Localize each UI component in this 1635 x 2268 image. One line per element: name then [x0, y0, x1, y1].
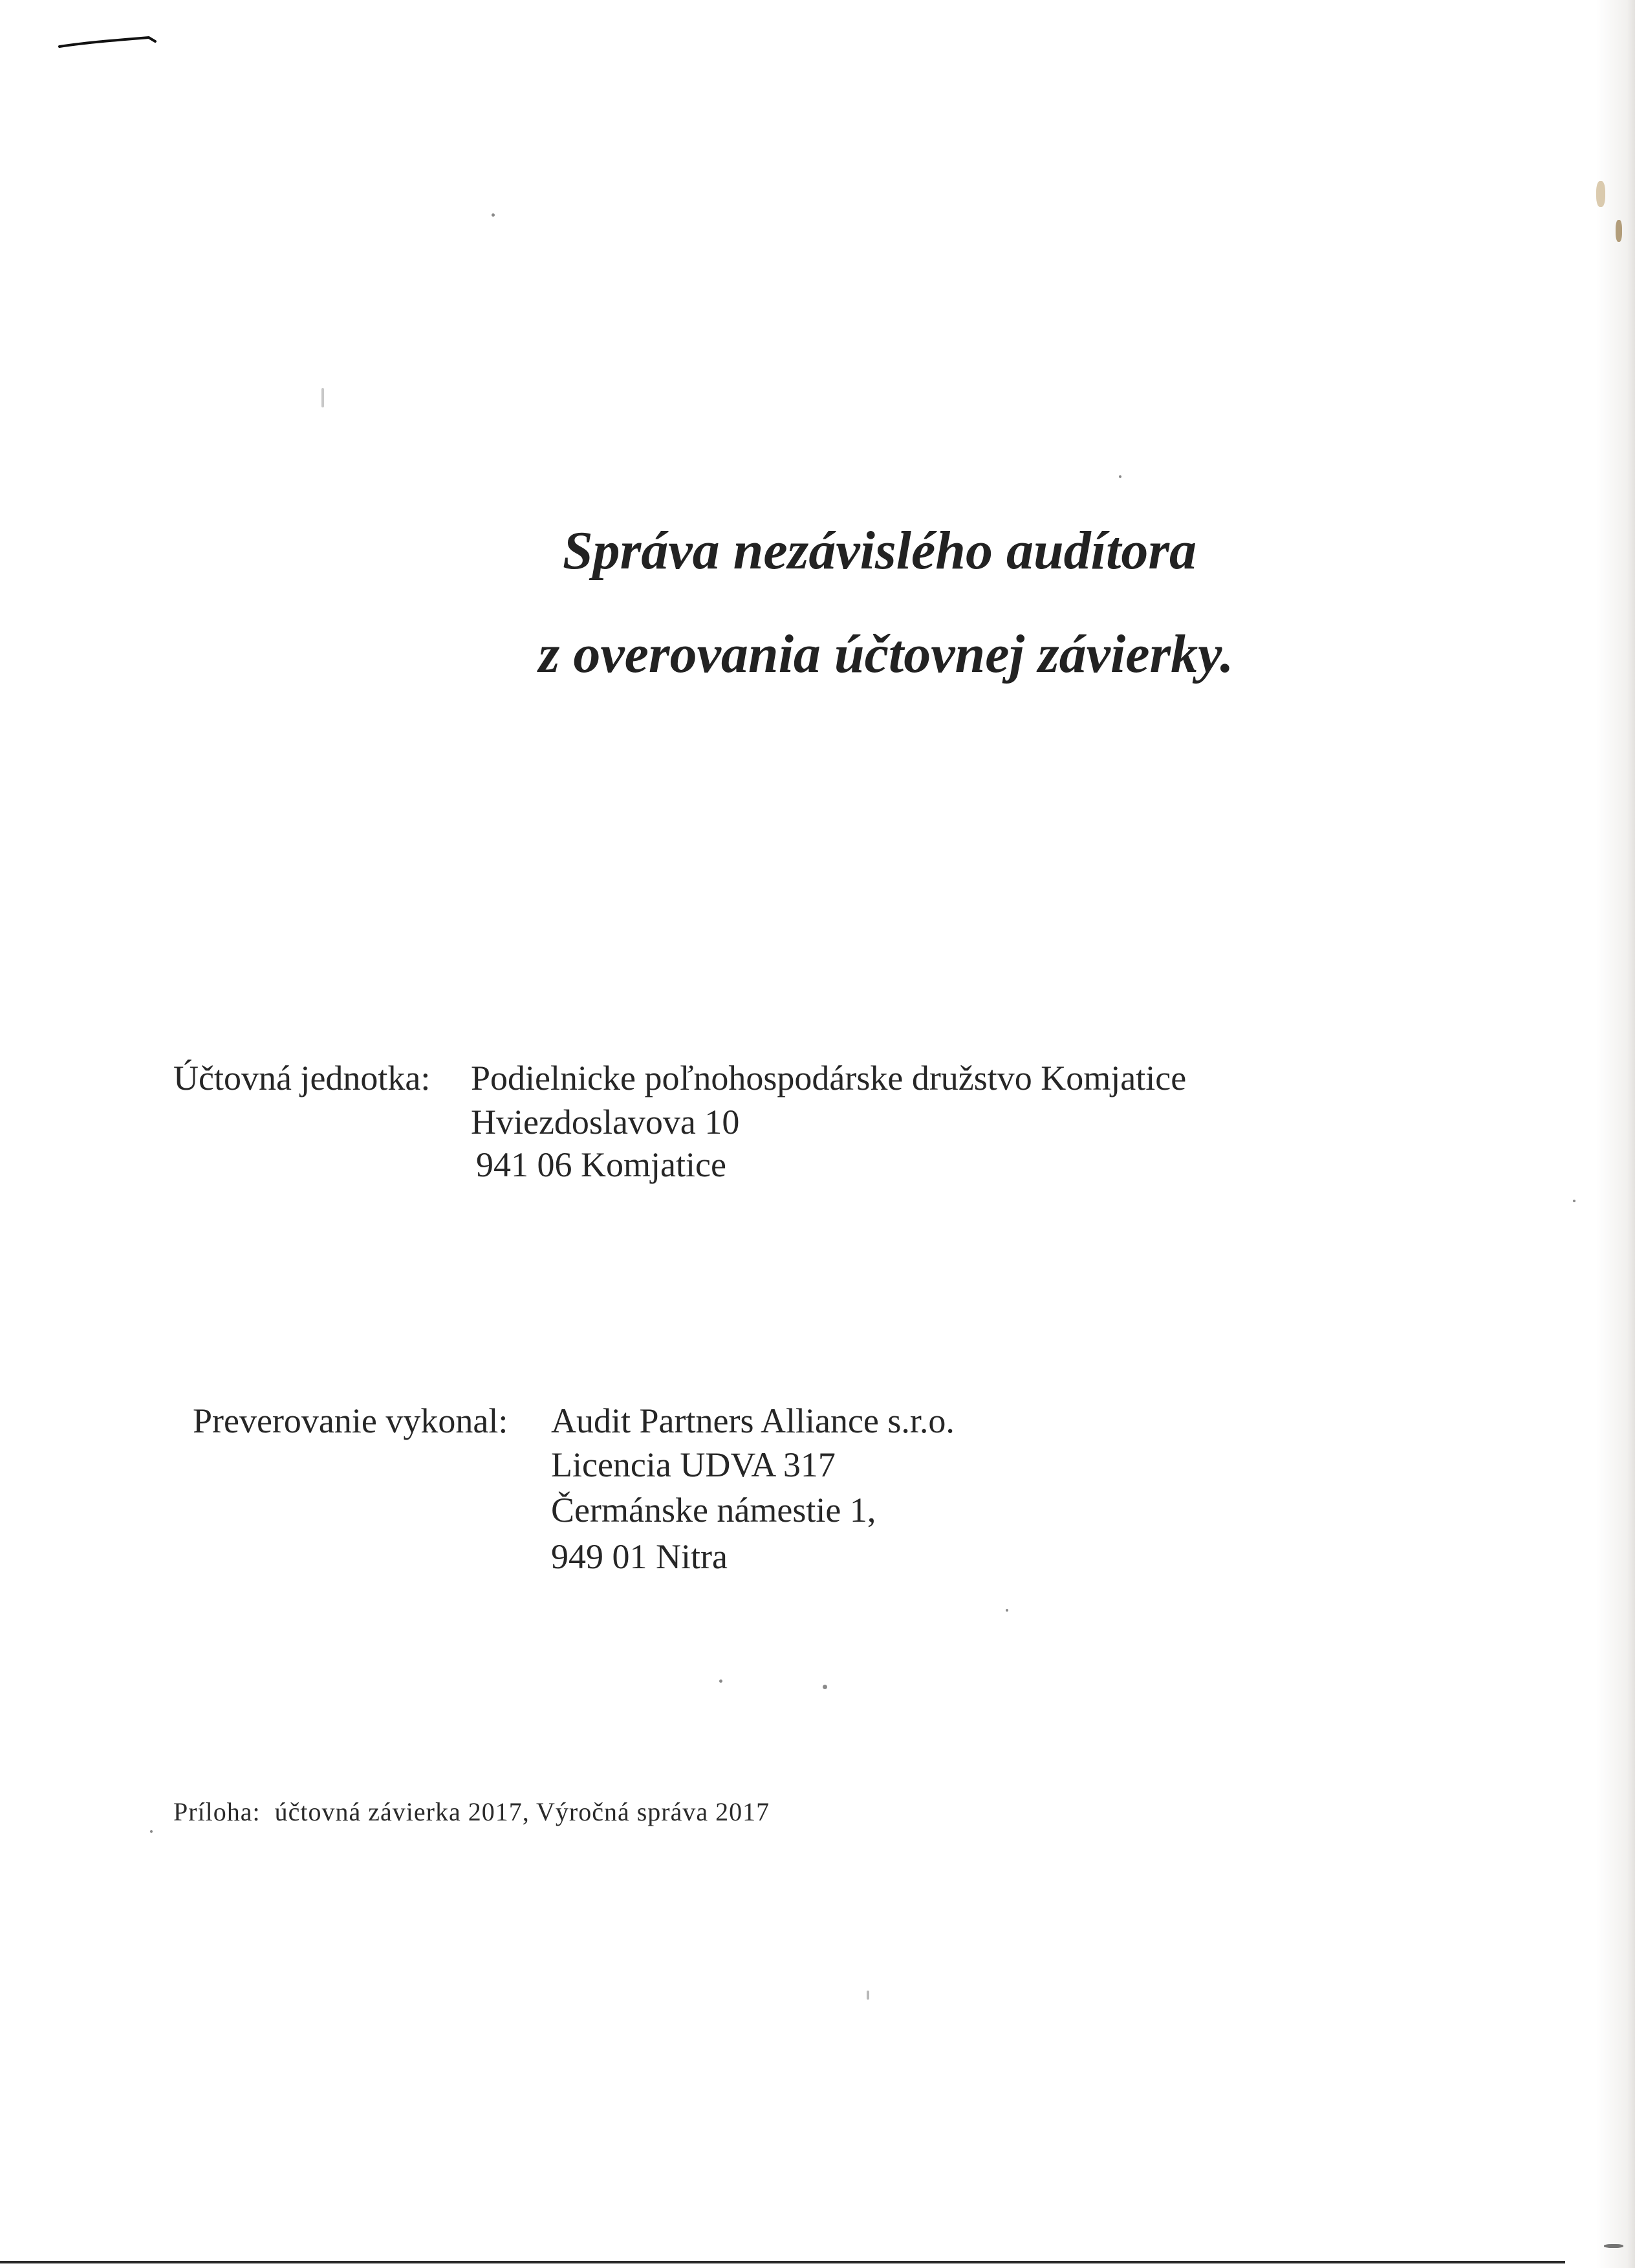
attachment-text: účtovná závierka 2017, Výročná správa 2017 — [274, 1797, 770, 1826]
scan-speck — [1006, 1609, 1008, 1612]
report-subtitle: z overovania účtovnej závierky. — [538, 624, 1234, 684]
scan-speck — [1119, 475, 1121, 478]
scan-speck — [150, 1830, 153, 1833]
scan-stain — [1596, 181, 1605, 207]
auditor-city: 949 01 Nitra — [551, 1537, 728, 1576]
entity-name: Podielnicke poľnohospodárske družstvo Komjatice — [471, 1059, 1187, 1097]
attachment-line — [173, 1797, 784, 1827]
attachment-label: Príloha: — [173, 1797, 261, 1826]
auditor-label: Preverovanie vykonal: — [193, 1401, 508, 1440]
report-title: Správa nezávislého audítora — [562, 521, 1197, 581]
scan-stain — [1604, 2244, 1623, 2248]
entity-city: 941 06 Komjatice — [476, 1145, 726, 1184]
auditor-name: Audit Partners Alliance s.r.o. — [551, 1401, 955, 1440]
scan-speck — [719, 1679, 722, 1683]
scan-speck — [321, 388, 324, 407]
scan-speck — [492, 213, 495, 217]
scan-edge-shadow — [1596, 0, 1635, 2268]
scan-speck — [823, 1685, 827, 1689]
scan-speck — [867, 1991, 869, 2000]
entity-street: Hviezdoslavova 10 — [471, 1103, 740, 1141]
pen-stroke-mark — [58, 28, 162, 54]
auditor-license: Licencia UDVA 317 — [551, 1445, 836, 1484]
auditor-street: Čermánske námestie 1, — [551, 1491, 876, 1529]
scan-speck — [1573, 1200, 1575, 1202]
scan-stain — [1616, 220, 1622, 242]
entity-label: Účtovná jednotka: — [173, 1059, 431, 1097]
scan-bottom-edge — [0, 2261, 1565, 2263]
